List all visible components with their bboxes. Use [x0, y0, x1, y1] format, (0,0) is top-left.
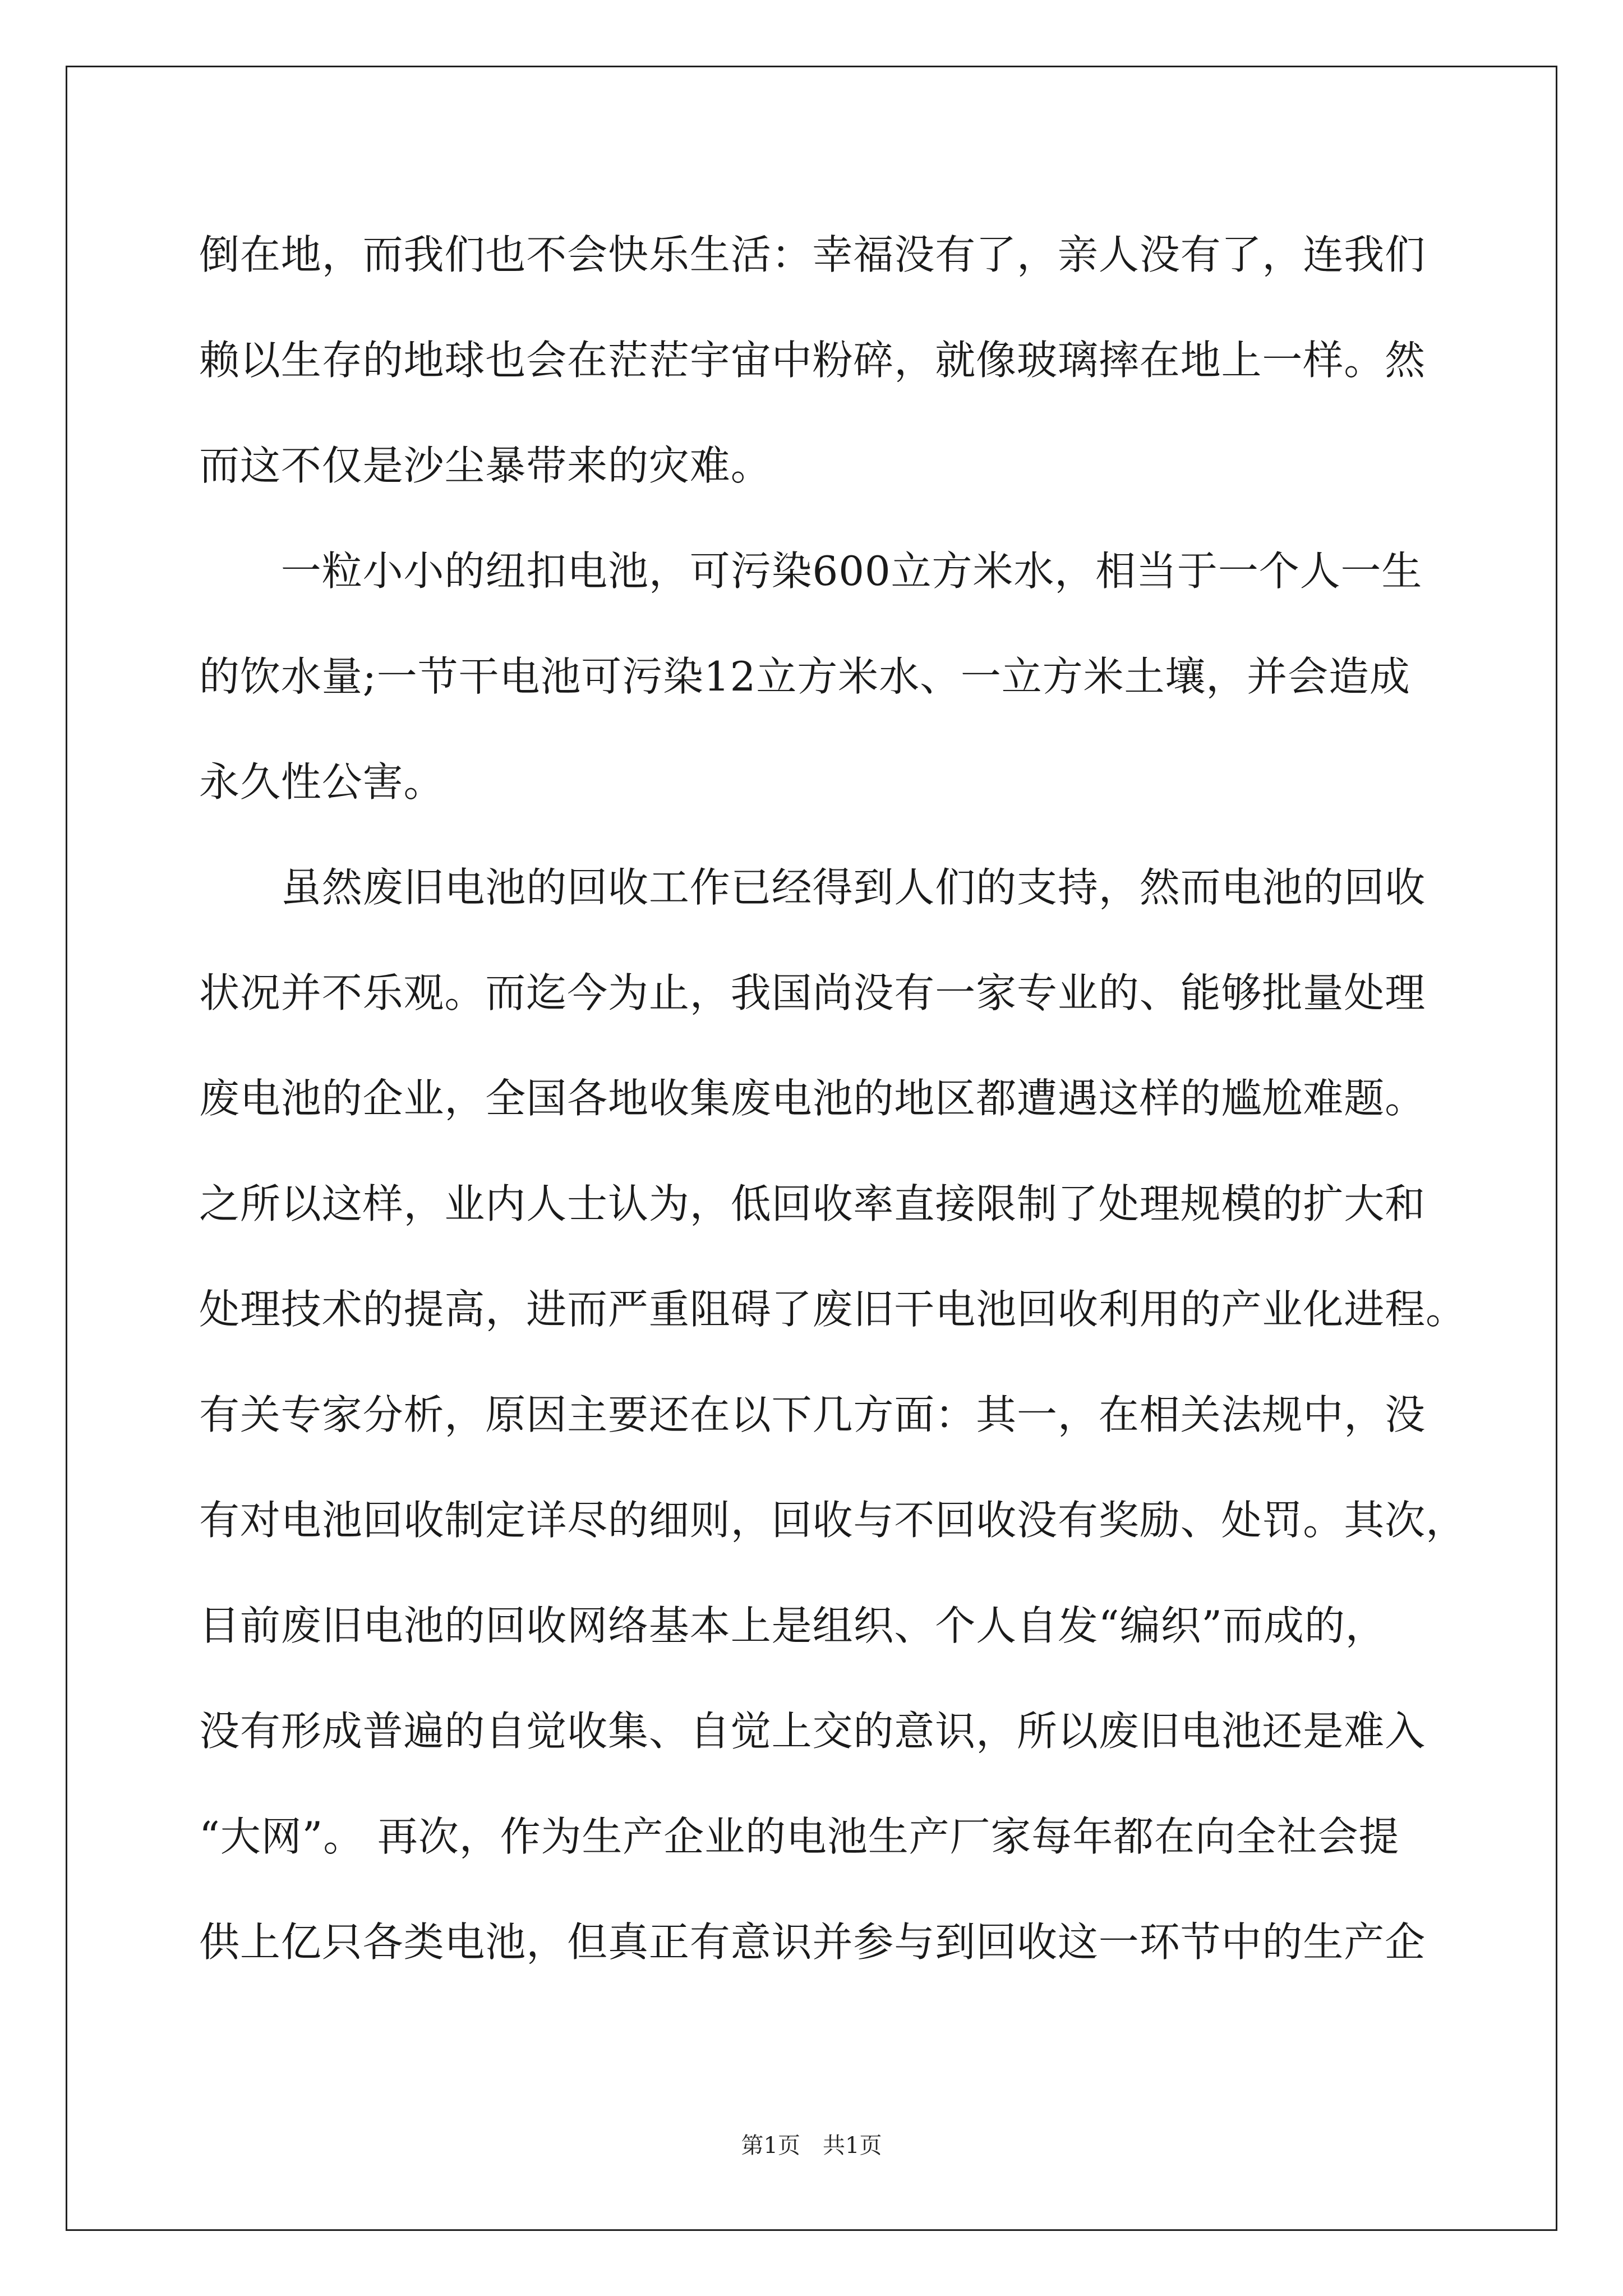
page-footer: 第1页 共1页 [741, 2133, 882, 2159]
text-line: 处理技术的提高，进而严重阻碍了废旧干电池回收利用的产业化进程。 [199, 1286, 1467, 1333]
text-line: 一粒小小的纽扣电池，可污染600立方米水，相当于一个人一生 [199, 547, 1423, 595]
text-line: 而这不仅是沙尘暴带来的灾难。 [199, 442, 772, 489]
text-line: 之所以这样，业内人士认为，低回收率直接限制了处理规模的扩大和 [199, 1180, 1426, 1227]
text-line: 永久性公害。 [199, 758, 445, 806]
text-line: 状况并不乐观。而迄今为止，我国尚没有一家专业的、能够批量处理 [199, 969, 1426, 1016]
text-line: 有关专家分析，原因主要还在以下几方面：其一，在相关法规中，没 [199, 1391, 1426, 1438]
document-body [199, 202, 1467, 1995]
text-line: 赖以生存的地球也会在茫茫宇宙中粉碎，就像玻璃摔在地上一样。然 [199, 337, 1426, 384]
text-line: 有对电池回收制定详尽的细则，回收与不回收没有奖励、处罚。其次， [199, 1497, 1467, 1544]
text-line: 虽然废旧电池的回收工作已经得到人们的支持，然而电池的回收 [199, 864, 1426, 911]
text-line: 废电池的企业，全国各地收集废电池的地区都遭遇这样的尴尬难题。 [199, 1075, 1426, 1122]
text-line: 没有形成普遍的自觉收集、自觉上交的意识，所以废旧电池还是难入 [199, 1708, 1426, 1755]
text-line: 的饮水量;一节干电池可污染12立方米水、一立方米土壤，并会造成 [199, 653, 1410, 700]
text-line: 供上亿只各类电池，但真正有意识并参与到回收这一环节中的生产企 [199, 1918, 1426, 1966]
text-line: “大网”。 再次，作为生产企业的电池生产厂家每年都在向全社会提 [199, 1813, 1400, 1860]
text-line: 倒在地，而我们也不会快乐生活：幸福没有了，亲人没有了，连我们 [199, 231, 1426, 278]
text-line: 目前废旧电池的回收网络基本上是组织、个人自发“编织”而成的， [199, 1602, 1386, 1649]
